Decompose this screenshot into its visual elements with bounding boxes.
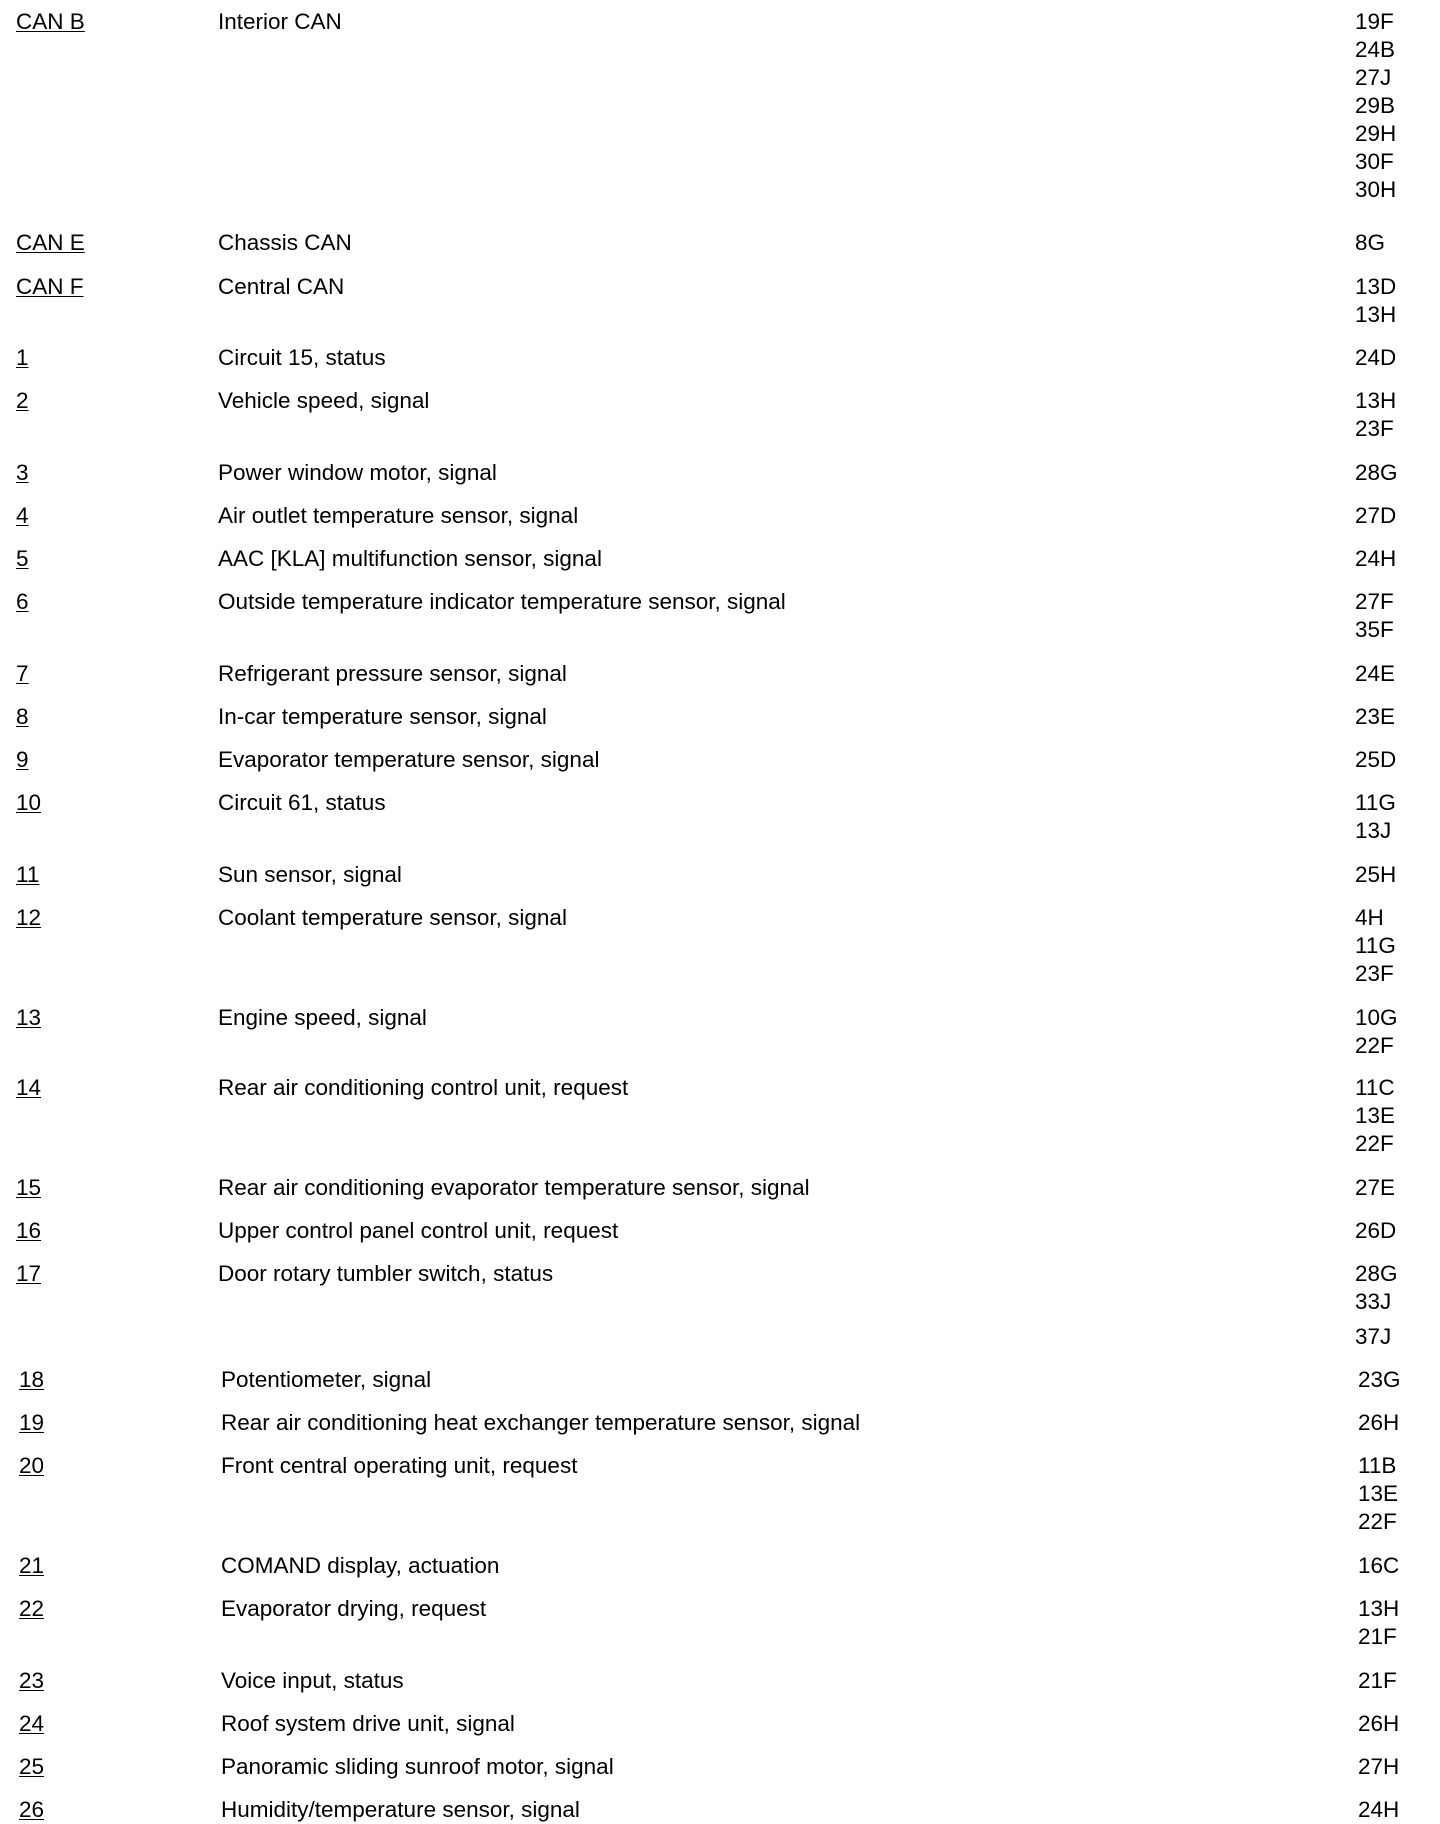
grid-reference: 23F [1355,416,1394,441]
grid-reference: 26H [1358,1410,1400,1435]
grid-reference: 11G [1355,790,1396,815]
row-description: Front central operating unit, request [221,1453,578,1478]
row-description: COMAND display, actuation [221,1553,500,1578]
row-references [1355,502,1396,530]
grid-reference: 23F [1355,961,1394,986]
row-description: Chassis CAN [218,230,352,255]
row-references [1355,8,1396,204]
grid-reference: 13H [1355,302,1397,327]
grid-reference: 8G [1355,230,1386,255]
grid-reference: 16C [1358,1553,1400,1578]
row-description: Refrigerant pressure sensor, signal [218,661,567,686]
row-references [1355,459,1398,487]
grid-reference: 24H [1355,546,1397,571]
grid-reference: 27D [1355,503,1397,528]
row-description: Vehicle speed, signal [218,388,430,413]
grid-reference: 11G [1355,933,1396,958]
row-description: Potentiometer, signal [221,1367,432,1392]
grid-reference: 10G [1355,1005,1398,1030]
row-id-link[interactable]: 5 [16,546,29,571]
grid-reference: 23E [1355,704,1396,729]
row-references [1355,789,1396,845]
row-description: Evaporator drying, request [221,1596,487,1621]
row-description: Power window motor, signal [218,460,497,485]
row-references [1355,1074,1395,1158]
row-references [1355,344,1396,372]
row-description: Evaporator temperature sensor, signal [218,747,600,772]
row-description: Circuit 15, status [218,345,386,370]
row-id-link[interactable]: 9 [16,747,29,772]
row-id-link[interactable]: 12 [16,905,42,930]
grid-reference: 33J [1355,1289,1392,1314]
grid-reference: 13H [1355,388,1397,413]
row-description: Voice input, status [221,1668,404,1693]
grid-reference: 30H [1355,177,1397,202]
grid-reference: 26D [1355,1218,1397,1243]
grid-reference: 27J [1355,65,1392,90]
grid-reference: 13E [1355,1103,1396,1128]
row-references [1358,1753,1399,1781]
grid-reference: 11B [1358,1453,1397,1478]
grid-reference: 19F [1355,9,1394,34]
row-id-link[interactable]: 15 [16,1175,42,1200]
row-id-link[interactable]: 11 [16,862,40,887]
row-description: Rear air conditioning heat exchanger temperature sensor, signal [221,1410,861,1435]
row-id-link[interactable]: 1 [16,345,29,370]
grid-reference: 21F [1358,1624,1397,1649]
grid-reference: 28G [1355,1261,1398,1286]
row-id-link[interactable]: 18 [19,1367,45,1392]
grid-reference: 24D [1355,345,1397,370]
grid-reference: 22F [1355,1033,1394,1058]
row-description: Circuit 61, status [218,790,386,815]
row-references [1358,1667,1397,1695]
grid-reference: 24B [1355,37,1396,62]
row-references [1355,387,1396,443]
row-references [1355,588,1394,644]
row-references [1355,229,1385,257]
grid-reference: 13H [1358,1596,1400,1621]
row-description: Rear air conditioning evaporator temperature sensor, signal [218,1175,810,1200]
row-id-link[interactable]: 22 [19,1596,45,1621]
row-id-link[interactable]: CAN B [16,9,85,34]
grid-reference: 28G [1355,460,1398,485]
row-id-link[interactable]: 21 [19,1553,45,1578]
row-references [1355,1174,1395,1202]
row-description: Central CAN [218,274,345,299]
row-id-link[interactable]: 23 [19,1668,45,1693]
row-description: Upper control panel control unit, request [218,1218,619,1243]
row-references [1358,1595,1399,1651]
grid-reference: 13J [1355,818,1392,843]
grid-reference: 22F [1358,1509,1397,1534]
row-description: Outside temperature indicator temperature sensor, signal [218,589,786,614]
row-description: Door rotary tumbler switch, status [218,1261,554,1286]
row-id-link[interactable]: CAN F [16,274,84,299]
grid-reference: 30F [1355,149,1394,174]
grid-reference: 35F [1355,617,1394,642]
row-description: In-car temperature sensor, signal [218,704,547,729]
row-description: Panoramic sliding sunroof motor, signal [221,1754,614,1779]
row-description: Engine speed, signal [218,1005,427,1030]
row-id-link[interactable]: 13 [16,1005,42,1030]
grid-reference: 11C [1355,1075,1395,1100]
row-references [1355,273,1396,329]
row-description: Coolant temperature sensor, signal [218,905,567,930]
row-references [1355,746,1396,774]
row-description: Humidity/temperature sensor, signal [221,1797,580,1822]
row-id-link[interactable]: 3 [16,460,29,485]
row-id-link[interactable]: 7 [16,661,29,686]
grid-reference: 27H [1358,1754,1400,1779]
row-description: Air outlet temperature sensor, signal [218,503,579,528]
row-id-link[interactable]: 8 [16,704,29,729]
row-id-link[interactable]: 24 [19,1711,45,1736]
grid-reference: 24H [1358,1797,1400,1822]
grid-reference: 29H [1355,121,1397,146]
row-references [1355,861,1396,889]
grid-reference: 29B [1355,93,1396,118]
grid-reference: 4H [1355,905,1384,930]
row-references [1358,1409,1399,1437]
row-description: Sun sensor, signal [218,862,402,887]
row-id-link[interactable]: 17 [16,1261,42,1286]
grid-reference: 23G [1358,1367,1401,1392]
row-references [1355,660,1395,688]
grid-reference: 22F [1355,1131,1394,1156]
row-references [1358,1366,1401,1394]
grid-reference: 25H [1355,862,1397,887]
row-references [1355,703,1395,731]
row-description: Roof system drive unit, signal [221,1711,515,1736]
row-id-link[interactable]: 16 [16,1218,42,1243]
row-references [1355,1217,1396,1245]
row-id-link[interactable]: 14 [16,1075,42,1100]
row-id-link[interactable]: 19 [19,1410,45,1435]
grid-reference: 27F [1355,589,1394,614]
grid-reference: 13D [1355,274,1397,299]
row-id-link[interactable]: 20 [19,1453,45,1478]
row-id-link[interactable]: 6 [16,589,29,614]
grid-reference: 25D [1355,747,1397,772]
grid-reference: 13E [1358,1481,1399,1506]
grid-reference: 21F [1358,1668,1397,1693]
row-id-link[interactable]: 4 [16,503,29,528]
row-references [1358,1710,1399,1738]
row-id-link[interactable]: 25 [19,1754,45,1779]
row-description: Rear air conditioning control unit, request [218,1075,629,1100]
row-references [1358,1452,1398,1536]
grid-reference: 27E [1355,1175,1396,1200]
row-references [1355,1004,1398,1060]
row-references [1355,545,1396,573]
row-id-link[interactable]: 10 [16,790,42,815]
row-description: Interior CAN [218,9,342,34]
row-id-link[interactable]: CAN E [16,230,85,255]
row-description: AAC [KLA] multifunction sensor, signal [218,546,602,571]
row-id-link[interactable]: 26 [19,1797,45,1822]
grid-reference: 24E [1355,661,1396,686]
grid-reference: 26H [1358,1711,1400,1736]
row-references [1358,1552,1399,1580]
row-references [1355,904,1396,988]
grid-reference: 37J [1355,1324,1392,1349]
row-id-link[interactable]: 2 [16,388,29,413]
